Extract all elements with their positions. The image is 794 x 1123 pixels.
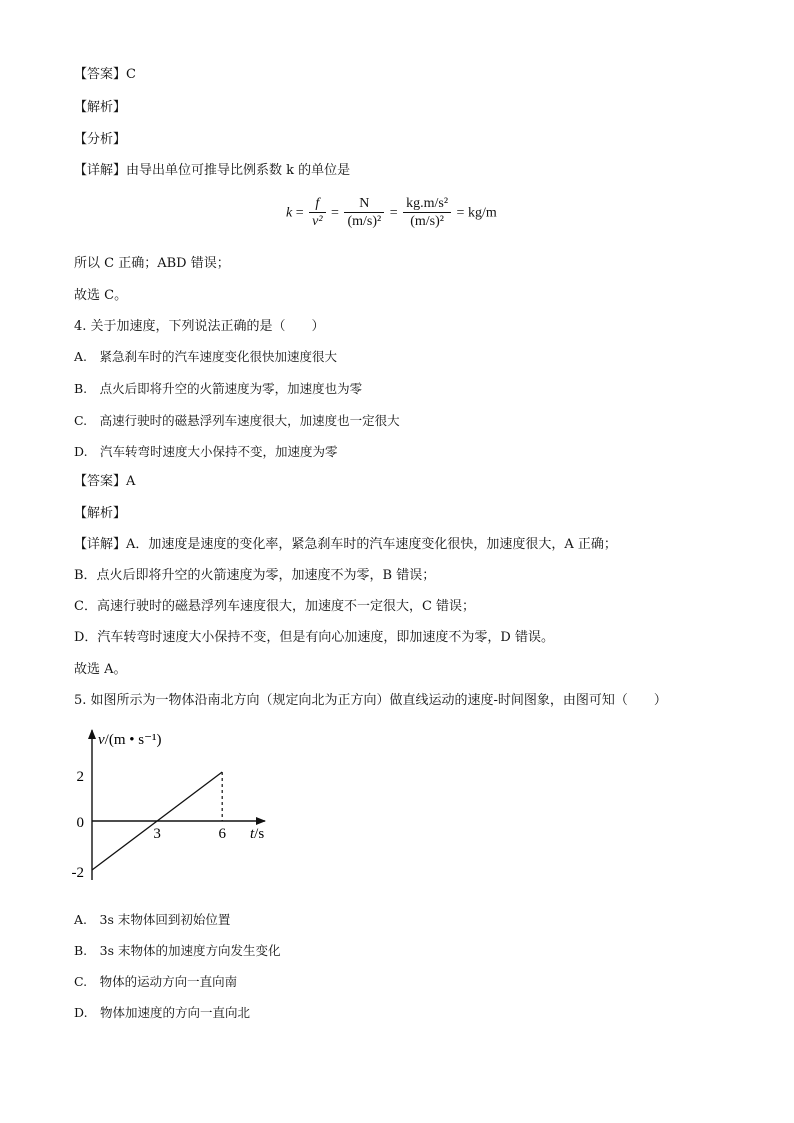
- formula-k: k: [286, 205, 293, 221]
- q5-option-d: D. 物体加速度的方向一直向北: [74, 1005, 251, 1020]
- q4-option-b: B. 点火后即将升空的火箭速度为零，加速度也为零: [74, 381, 363, 396]
- y-tick-2: 2: [76, 769, 84, 785]
- q3-conclusion: 所以 C 正确；ABD 错误；: [74, 256, 230, 271]
- fraction-f-over-v2: [309, 196, 325, 231]
- formula-eq3: =: [389, 205, 398, 221]
- q4-option-d: D. 汽车转弯时速度大小保持不变，加速度为零: [74, 444, 338, 459]
- q4-choose: 故选 A。: [74, 662, 127, 677]
- formula-eq2: =: [331, 205, 339, 221]
- q4-detail-a: 【详解】A．加速度是速度的变化率，紧急刹车时的汽车速度变化很快，加速度很大，A 正确；: [74, 537, 617, 552]
- fraction-n-den: (m/s)²: [347, 214, 382, 229]
- q4-option-c: C. 高速行驶时的磁悬浮列车速度很大，加速度也一定很大: [74, 413, 400, 428]
- y-tick-minus-2: -2: [71, 865, 84, 881]
- q3-answer: 【答案】C: [74, 67, 136, 82]
- unit-formula: [286, 196, 497, 240]
- q5-option-b: B. 3s 末物体的加速度方向发生变化: [74, 943, 281, 958]
- q4-detail-d: D．汽车转弯时速度大小保持不变，但是有向心加速度，即加速度不为零，D 错误。: [74, 630, 554, 645]
- fraction-n-num: N: [344, 196, 384, 213]
- fraction-kg-num: kg.m/s²: [403, 196, 451, 213]
- q3-detail: 【详解】由导出单位可推导比例系数 k 的单位是: [74, 163, 351, 178]
- q4-detail-c: C．高速行驶时的磁悬浮列车速度很大，加速度不一定很大，C 错误；: [74, 599, 476, 614]
- q4-option-a: A. 紧急刹车时的汽车速度变化很快加速度很大: [74, 349, 338, 364]
- fraction-kg: [403, 196, 451, 231]
- formula-result: = kg/m: [456, 205, 497, 221]
- q4-detail-b: B．点火后即将升空的火箭速度为零，加速度不为零，B 错误；: [74, 568, 436, 583]
- q3-choose: 故选 C。: [74, 288, 128, 303]
- fraction-kg-den: (m/s)²: [410, 214, 444, 229]
- velocity-time-chart: [60, 722, 290, 897]
- fraction-n: [344, 196, 384, 231]
- q3-fenxi-heading: 【分析】: [74, 132, 127, 147]
- formula-eq1: =: [295, 205, 304, 221]
- x-axis-label: t/s: [250, 826, 265, 842]
- q4-jiexi-heading: 【解析】: [74, 506, 127, 521]
- x-tick-3: 3: [153, 826, 161, 842]
- fraction-f-den: v²: [312, 214, 323, 229]
- x-tick-6: 6: [218, 826, 226, 842]
- q5-stem: 5. 如图所示为一物体沿南北方向（规定向北为正方向）做直线运动的速度-时间图象，由图可知（ ）: [74, 693, 667, 708]
- y-axis-label: v/(m • s⁻¹): [98, 732, 162, 748]
- q5-option-a: A. 3s 末物体回到初始位置: [74, 912, 231, 927]
- q3-jiexi-heading: 【解析】: [74, 100, 127, 115]
- q4-answer: 【答案】A: [74, 474, 136, 489]
- q4-stem: 4. 关于加速度，下列说法正确的是（ ）: [74, 319, 325, 334]
- q5-option-c: C. 物体的运动方向一直向南: [74, 974, 238, 989]
- y-tick-0: 0: [76, 815, 84, 831]
- fraction-f-num: f: [309, 196, 325, 213]
